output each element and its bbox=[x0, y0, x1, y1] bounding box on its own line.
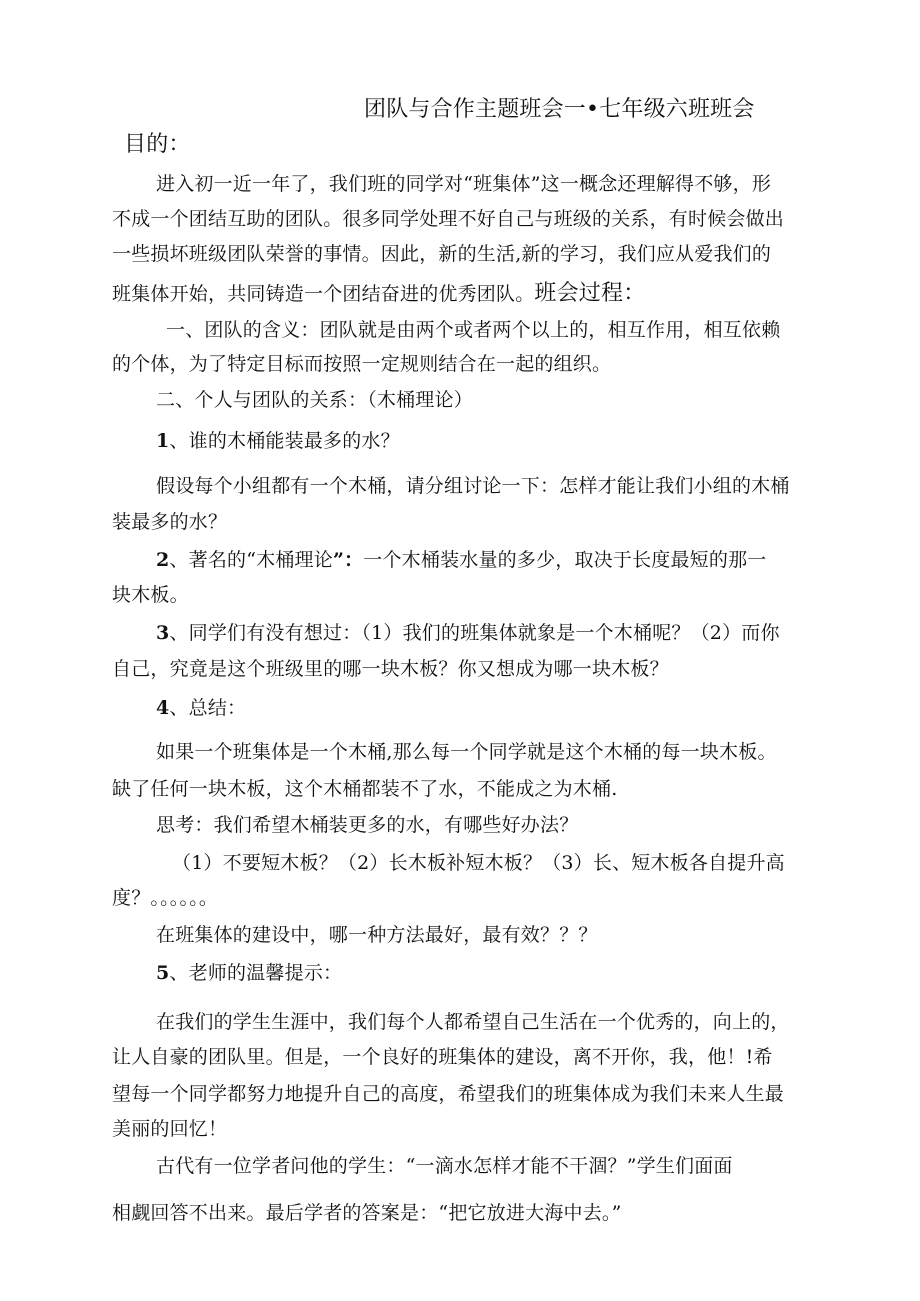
item1-body-1: 假设每个小组都有一个木桶，请分组讨论一下：怎样才能让我们小组的木桶 bbox=[156, 475, 790, 497]
process-heading: 班会过程： bbox=[534, 281, 646, 306]
item5-number: 5 bbox=[156, 962, 170, 984]
item2-text-a: 、著名的“木桶理论 bbox=[169, 549, 333, 571]
tip-line-3: 望每一个同学都努力地提升自己的高度，希望我们的班集体成为我们未来人生最 bbox=[112, 1083, 785, 1105]
item3-heading bbox=[156, 621, 780, 646]
options-line-1: （1）不要短木板？（2）长木板补短木板？（3）长、短木板各自提升高 bbox=[172, 852, 785, 874]
question-line: 在班集体的建设中，哪一种方法最好，最有效？？？ bbox=[156, 924, 598, 946]
item4-number: 4 bbox=[156, 697, 170, 719]
section2-heading: 二、个人与团队的关系：（木桶理论） bbox=[156, 389, 473, 411]
item5-text: 、老师的温馨提示： bbox=[169, 962, 343, 984]
item2-number: 2 bbox=[156, 549, 170, 571]
tip-line-4: 美丽的回忆！ bbox=[112, 1118, 228, 1140]
purpose-line-1: 进入初一近一年了，我们班的同学对“班集体”这一概念还理解得不够，形 bbox=[156, 173, 772, 195]
item3-text: 、同学们有没有想过：（1）我们的班集体就象是一个木桶呢？（2）而你 bbox=[169, 622, 780, 644]
item2-line-2: 块木板。 bbox=[112, 584, 189, 606]
purpose-heading: 目的： bbox=[124, 132, 191, 157]
tip-line-2: 让人自豪的团队里。但是，一个良好的班集体的建设，离不开你，我，他！!希 bbox=[112, 1046, 773, 1068]
item2-text-b: ”： bbox=[332, 549, 364, 571]
page-title: 团队与合作主题班会一•七年级六班班会 bbox=[364, 97, 755, 122]
tip-line-1: 在我们的学生生涯中，我们每个人都希望自己生活在一个优秀的，向上的， bbox=[156, 1011, 790, 1033]
story-line-2: 相觑回答不出来。最后学者的答案是：“把它放进大海中去。” bbox=[112, 1202, 622, 1224]
item1-heading bbox=[156, 429, 400, 454]
section1-line-2: 的个体，为了特定目标而按照一定规则结合在一起的组织。 bbox=[112, 353, 612, 375]
purpose-line-4-text: 班集体开始，共同铸造一个团结奋进的优秀团队。 bbox=[112, 283, 535, 305]
options-line-2: 度？。。。。。。 bbox=[112, 887, 219, 909]
summary-line-2: 缺了任何一块木板，这个木桶都装不了水，不能成之为木桶. bbox=[112, 778, 618, 800]
summary-line-1: 如果一个班集体是一个木桶,那么每一个同学就是这个木桶的每一块木板。 bbox=[156, 741, 777, 763]
purpose-line-3: 一些损坏班级团队荣誉的事情。因此，新的生活,新的学习，我们应从爱我们的 bbox=[112, 243, 772, 265]
item1-body-2: 装最多的水？ bbox=[112, 511, 228, 533]
purpose-line-2: 不成一个团结互助的团队。很多同学处理不好自己与班级的关系，有时候会做出 bbox=[112, 208, 785, 230]
story-line-1: 古代有一位学者问他的学生：“一滴水怎样才能不干涸？”学生们面面 bbox=[156, 1155, 733, 1177]
item3-line-2: 自己，究竟是这个班级里的哪一块木板？你又想成为哪一块木板？ bbox=[112, 658, 669, 680]
item3-number: 3 bbox=[156, 622, 170, 644]
item5-heading bbox=[156, 961, 342, 986]
item1-text: 、谁的木桶能装最多的水？ bbox=[169, 430, 400, 452]
item4-text: 、总结： bbox=[169, 697, 247, 719]
item2-heading bbox=[156, 548, 766, 573]
item1-number: 1 bbox=[156, 430, 170, 452]
purpose-line-4 bbox=[112, 281, 645, 307]
section1-line-1: 一、团队的含义：团队就是由两个或者两个以上的，相互作用，相互依赖 bbox=[166, 319, 781, 341]
item4-heading bbox=[156, 696, 246, 721]
item2-text-c: 一个木桶装水量的多少，取决于长度最短的那一 bbox=[363, 549, 767, 571]
think-line: 思考：我们希望木桶装更多的水，有哪些好办法？ bbox=[156, 814, 579, 836]
